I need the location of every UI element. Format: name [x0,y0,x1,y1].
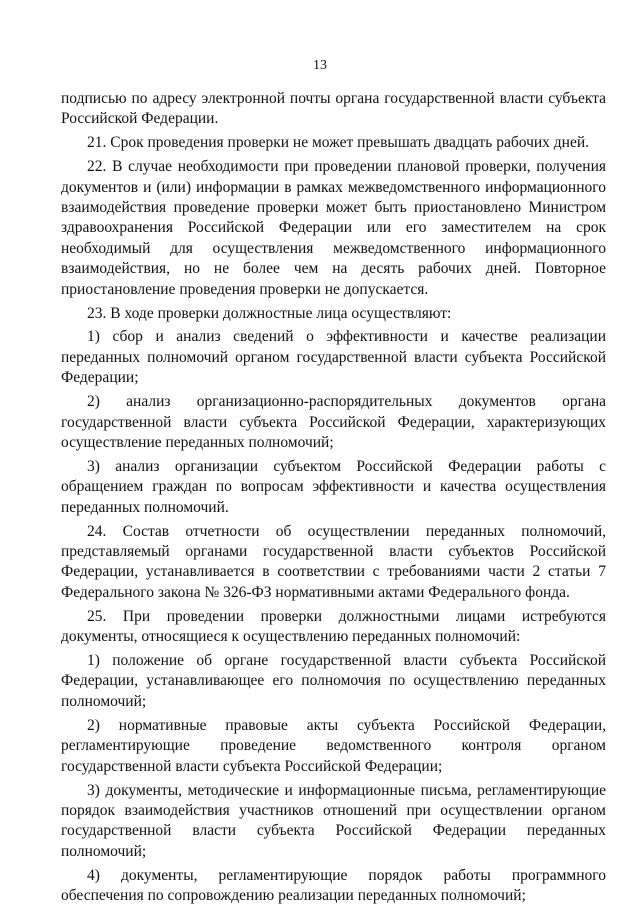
document-body [61,89,606,906]
paragraph-25: 25. При проведении проверки должностными лицами истребуются документы, относящиеся к осуществлению переданных полномочий: [61,607,606,646]
paragraph-25-item-3: 3) документы, методические и информационные письма, регламентирующие порядок взаимодействия участников отношений при осуществлении органом государственной власти субъекта Российской Федерации переданных полномочий; [61,781,606,860]
page-number: 13 [313,58,327,73]
paragraph-24: 24. Состав отчетности об осуществлении переданных полномочий, представляемый органами государственной власти субъектов Российской Федерации, устанавливается в соответствии с требованиями части 2 статьи 7 Федерального закона № 326-ФЗ нормативными актами Федерального фонда. [61,522,606,601]
paragraph-continuation: подписью по адресу электронной почты органа государственной власти субъекта Российской Федерации. [61,90,606,128]
paragraph-23: 23. В ходе проверки должностные лица осуществляют: [87,304,452,322]
paragraph-21: 21. Срок проведения проверки не может превышать двадцать рабочих дней. [87,134,590,152]
paragraph-23-item-3: 3) анализ организации субъектом Российской Федерации работы с обращением граждан по вопросам эффективности и качества осуществления переданных полномочий. [61,457,606,516]
paragraph-25-item-2: 2) нормативные правовые акты субъекта Российской Федерации, регламентирующие проведение ведомственного контроля органом государственной власти субъекта Российской Федерации; [61,716,606,775]
paragraph-23-item-2: 2) анализ организационно-распорядительных документов органа государственной власти субъекта Российской Федерации, характеризующих осуществление переданных полномочий; [61,393,606,451]
paragraph-22: 22. В случае необходимости при проведении плановой проверки, получения документов и (или) информации в рамках межведомственного информационного взаимодействия проведение проверки может быть приостановлено Министром здравоохранения Российской Федерации или его заместителем на срок необходимый для осуществления межведомственного информационного взаимодействия, но не более чем на десять рабочих дней. Повторное приостановление проведения проверки не допускается. [61,158,606,298]
paragraph-25-item-1: 1) положение об органе государственной власти субъекта Российской Федерации, устанавливающее его полномочия по осуществлению переданных полномочий; [61,652,606,710]
paragraph-25-item-4: 4) документы, регламентирующие порядок работы программного обеспечения по сопровождению реализации переданных полномочий; [61,866,606,905]
paragraph-23-item-1: 1) сбор и анализ сведений о эффективности и качестве реализации переданных полномочий органом государственной власти субъекта Российской Федерации; [61,328,606,387]
